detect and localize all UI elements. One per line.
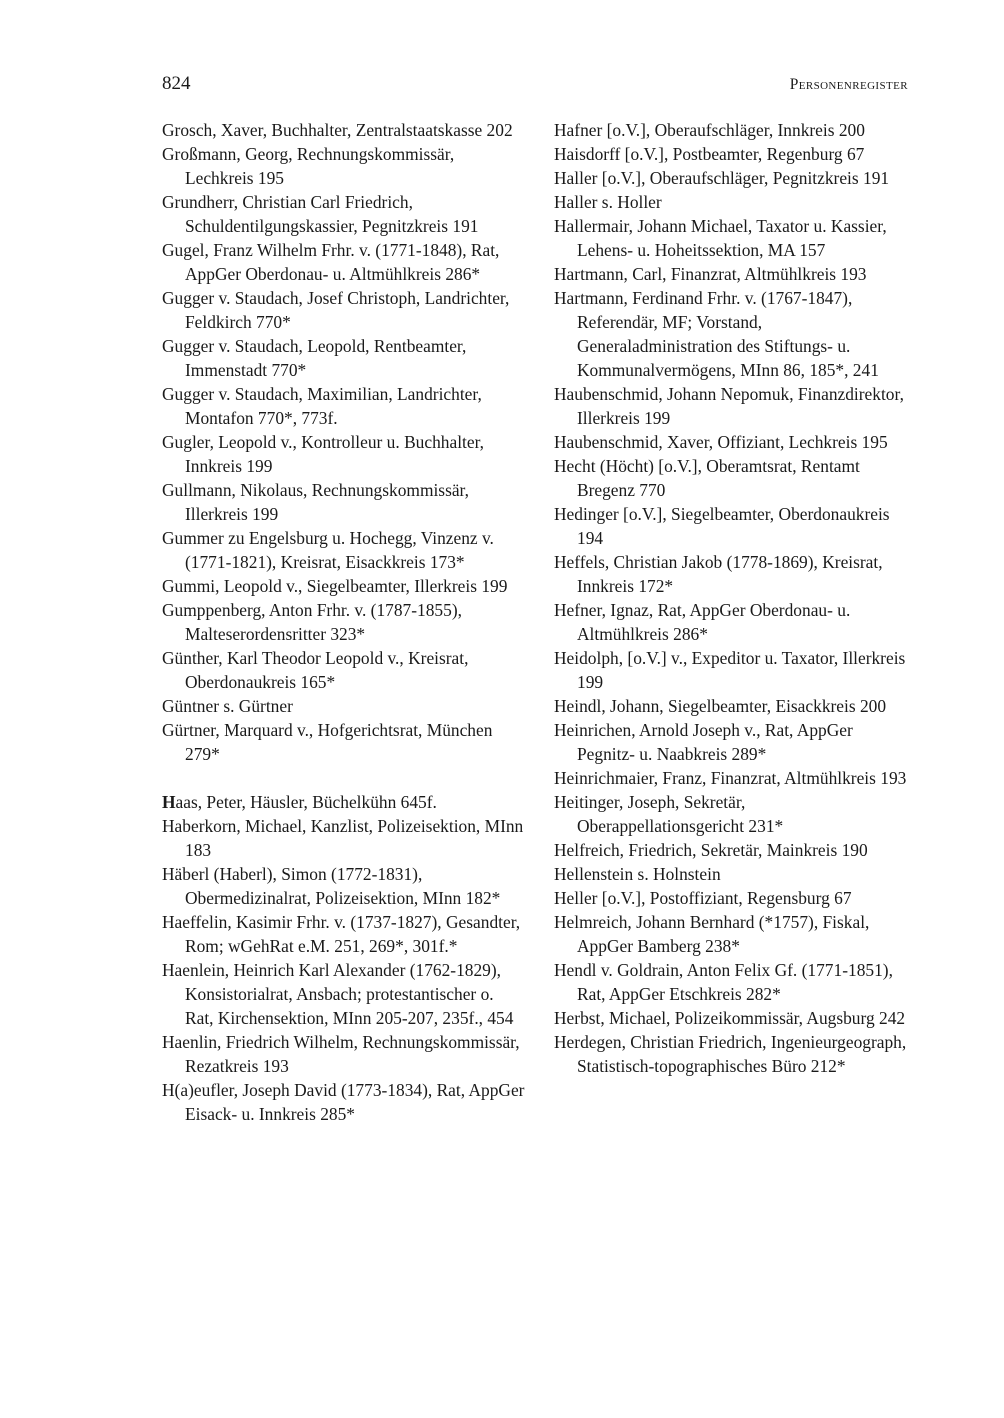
index-entry: Grosch, Xaver, Buchhalter, Zentralstaatskasse 202 <box>162 120 513 140</box>
index-entry: Helmreich, Johann Bernhard (*1757), Fiskal, AppGer Bamberg 238* <box>554 912 870 956</box>
index-entry: Haller s. Holler <box>554 192 662 212</box>
page-number: 824 <box>162 73 191 94</box>
index-entry: Haas, Peter, Häusler, Büchelkühn 645f. <box>162 792 437 812</box>
index-entry: Gummi, Leopold v., Siegelbeamter, Illerkreis 199 <box>162 576 508 596</box>
index-entry: Gugel, Franz Wilhelm Frhr. v. (1771-1848), Rat, AppGer Oberdonau- u. Altmühlkreis 286* <box>162 240 500 284</box>
section-initial: H <box>162 792 176 812</box>
index-entry: Günther, Karl Theodor Leopold v., Kreisrat, Oberdonaukreis 165* <box>162 648 469 692</box>
right-column <box>554 118 914 1078</box>
index-entry: Heinrichen, Arnold Joseph v., Rat, AppGer Pegnitz- u. Naabkreis 289* <box>554 720 853 764</box>
index-entry: Güntner s. Gürtner <box>162 696 293 716</box>
index-entry: Grundherr, Christian Carl Friedrich, Schuldentilgungskassier, Pegnitzkreis 191 <box>162 192 479 236</box>
index-entry: Hartmann, Ferdinand Frhr. v. (1767-1847), Referendär, MF; Vorstand, Generaladministration des Stiftungs- u. Kommunalvermögens, MInn 86, 185*, 241 <box>554 288 879 380</box>
index-entry: Häberl (Haberl), Simon (1772-1831), Obermedizinalrat, Polizeisektion, MInn 182* <box>162 864 501 908</box>
index-entry: Gugler, Leopold v., Kontrolleur u. Buchhalter, Innkreis 199 <box>162 432 485 476</box>
index-entry: Haller [o.V.], Oberaufschläger, Pegnitzkreis 191 <box>554 168 890 188</box>
index-entry: Großmann, Georg, Rechnungskommissär, Lechkreis 195 <box>162 144 455 188</box>
index-entry: Helfreich, Friedrich, Sekretär, Mainkreis 190 <box>554 840 868 860</box>
index-entry: Hafner [o.V.], Oberaufschläger, Innkreis 200 <box>554 120 865 140</box>
index-entry: Heinrichmaier, Franz, Finanzrat, Altmühlkreis 193 <box>554 768 907 788</box>
index-entry: Hallermair, Johann Michael, Taxator u. Kassier, Lehens- u. Hoheitssektion, MA 157 <box>554 216 887 260</box>
index-entry: Haberkorn, Michael, Kanzlist, Polizeisektion, MInn 183 <box>162 816 524 860</box>
index-entry: Gugger v. Staudach, Josef Christoph, Landrichter, Feldkirch 770* <box>162 288 510 332</box>
index-entry: Herdegen, Christian Friedrich, Ingenieurgeograph, Statistisch-topographisches Büro 212* <box>554 1032 907 1076</box>
index-entry: Herbst, Michael, Polizeikommissär, Augsburg 242 <box>554 1008 906 1028</box>
index-entry: Hartmann, Carl, Finanzrat, Altmühlkreis 193 <box>554 264 867 284</box>
index-entry: Hellenstein s. Holnstein <box>554 864 721 884</box>
index-entry: Gummer zu Engelsburg u. Hochegg, Vinzenz v. (1771-1821), Kreisrat, Eisackkreis 173* <box>162 528 494 572</box>
index-entry: Haubenschmid, Xaver, Offiziant, Lechkreis 195 <box>554 432 888 452</box>
index-entry: Gullmann, Nikolaus, Rechnungskommissär, Illerkreis 199 <box>162 480 469 524</box>
index-entry: Hecht (Höcht) [o.V.], Oberamtsrat, Rentamt Bregenz 770 <box>554 456 860 500</box>
index-entry: Haubenschmid, Johann Nepomuk, Finanzdirektor, Illerkreis 199 <box>554 384 904 428</box>
index-entry: Hefner, Ignaz, Rat, AppGer Oberdonau- u. Altmühlkreis 286* <box>554 600 851 644</box>
index-entry: Heindl, Johann, Siegelbeamter, Eisackkreis 200 <box>554 696 887 716</box>
index-entry: H(a)eufler, Joseph David (1773-1834), Rat, AppGer Eisack- u. Innkreis 285* <box>162 1080 525 1124</box>
index-entry: Hendl v. Goldrain, Anton Felix Gf. (1771-1851), Rat, AppGer Etschkreis 282* <box>554 960 893 1004</box>
index-entry: Haisdorff [o.V.], Postbeamter, Regenburg 67 <box>554 144 865 164</box>
index-entry: Hedinger [o.V.], Siegelbeamter, Oberdonaukreis 194 <box>554 504 890 548</box>
index-entry: Haenlein, Heinrich Karl Alexander (1762-1829), Konsistorialrat, Ansbach; protestantischer o. Rat, Kirchensektion, MInn 205-207, 235f., 454 <box>162 960 514 1028</box>
index-entry: Heffels, Christian Jakob (1778-1869), Kreisrat, Innkreis 172* <box>554 552 883 596</box>
index-entry: Gugger v. Staudach, Maximilian, Landrichter, Montafon 770*, 773f. <box>162 384 482 428</box>
left-column <box>162 118 526 1126</box>
index-entry: Gugger v. Staudach, Leopold, Rentbeamter, Immenstadt 770* <box>162 336 467 380</box>
index-entry: Haeffelin, Kasimir Frhr. v. (1737-1827), Gesandter, Rom; wGehRat e.M. 251, 269*, 301f.* <box>162 912 521 956</box>
index-entry: Heller [o.V.], Postoffiziant, Regensburg 67 <box>554 888 852 908</box>
index-entry: Haenlin, Friedrich Wilhelm, Rechnungskommissär, Rezatkreis 193 <box>162 1032 520 1076</box>
running-head: Personenregister <box>789 76 908 93</box>
index-entry: Gumppenberg, Anton Frhr. v. (1787-1855), Malteserordensritter 323* <box>162 600 462 644</box>
index-entry: Heidolph, [o.V.] v., Expeditor u. Taxator, Illerkreis 199 <box>554 648 906 692</box>
index-entry: Gürtner, Marquard v., Hofgerichtsrat, München 279* <box>162 720 493 764</box>
index-entry: Heitinger, Joseph, Sekretär, Oberappellationsgericht 231* <box>554 792 784 836</box>
